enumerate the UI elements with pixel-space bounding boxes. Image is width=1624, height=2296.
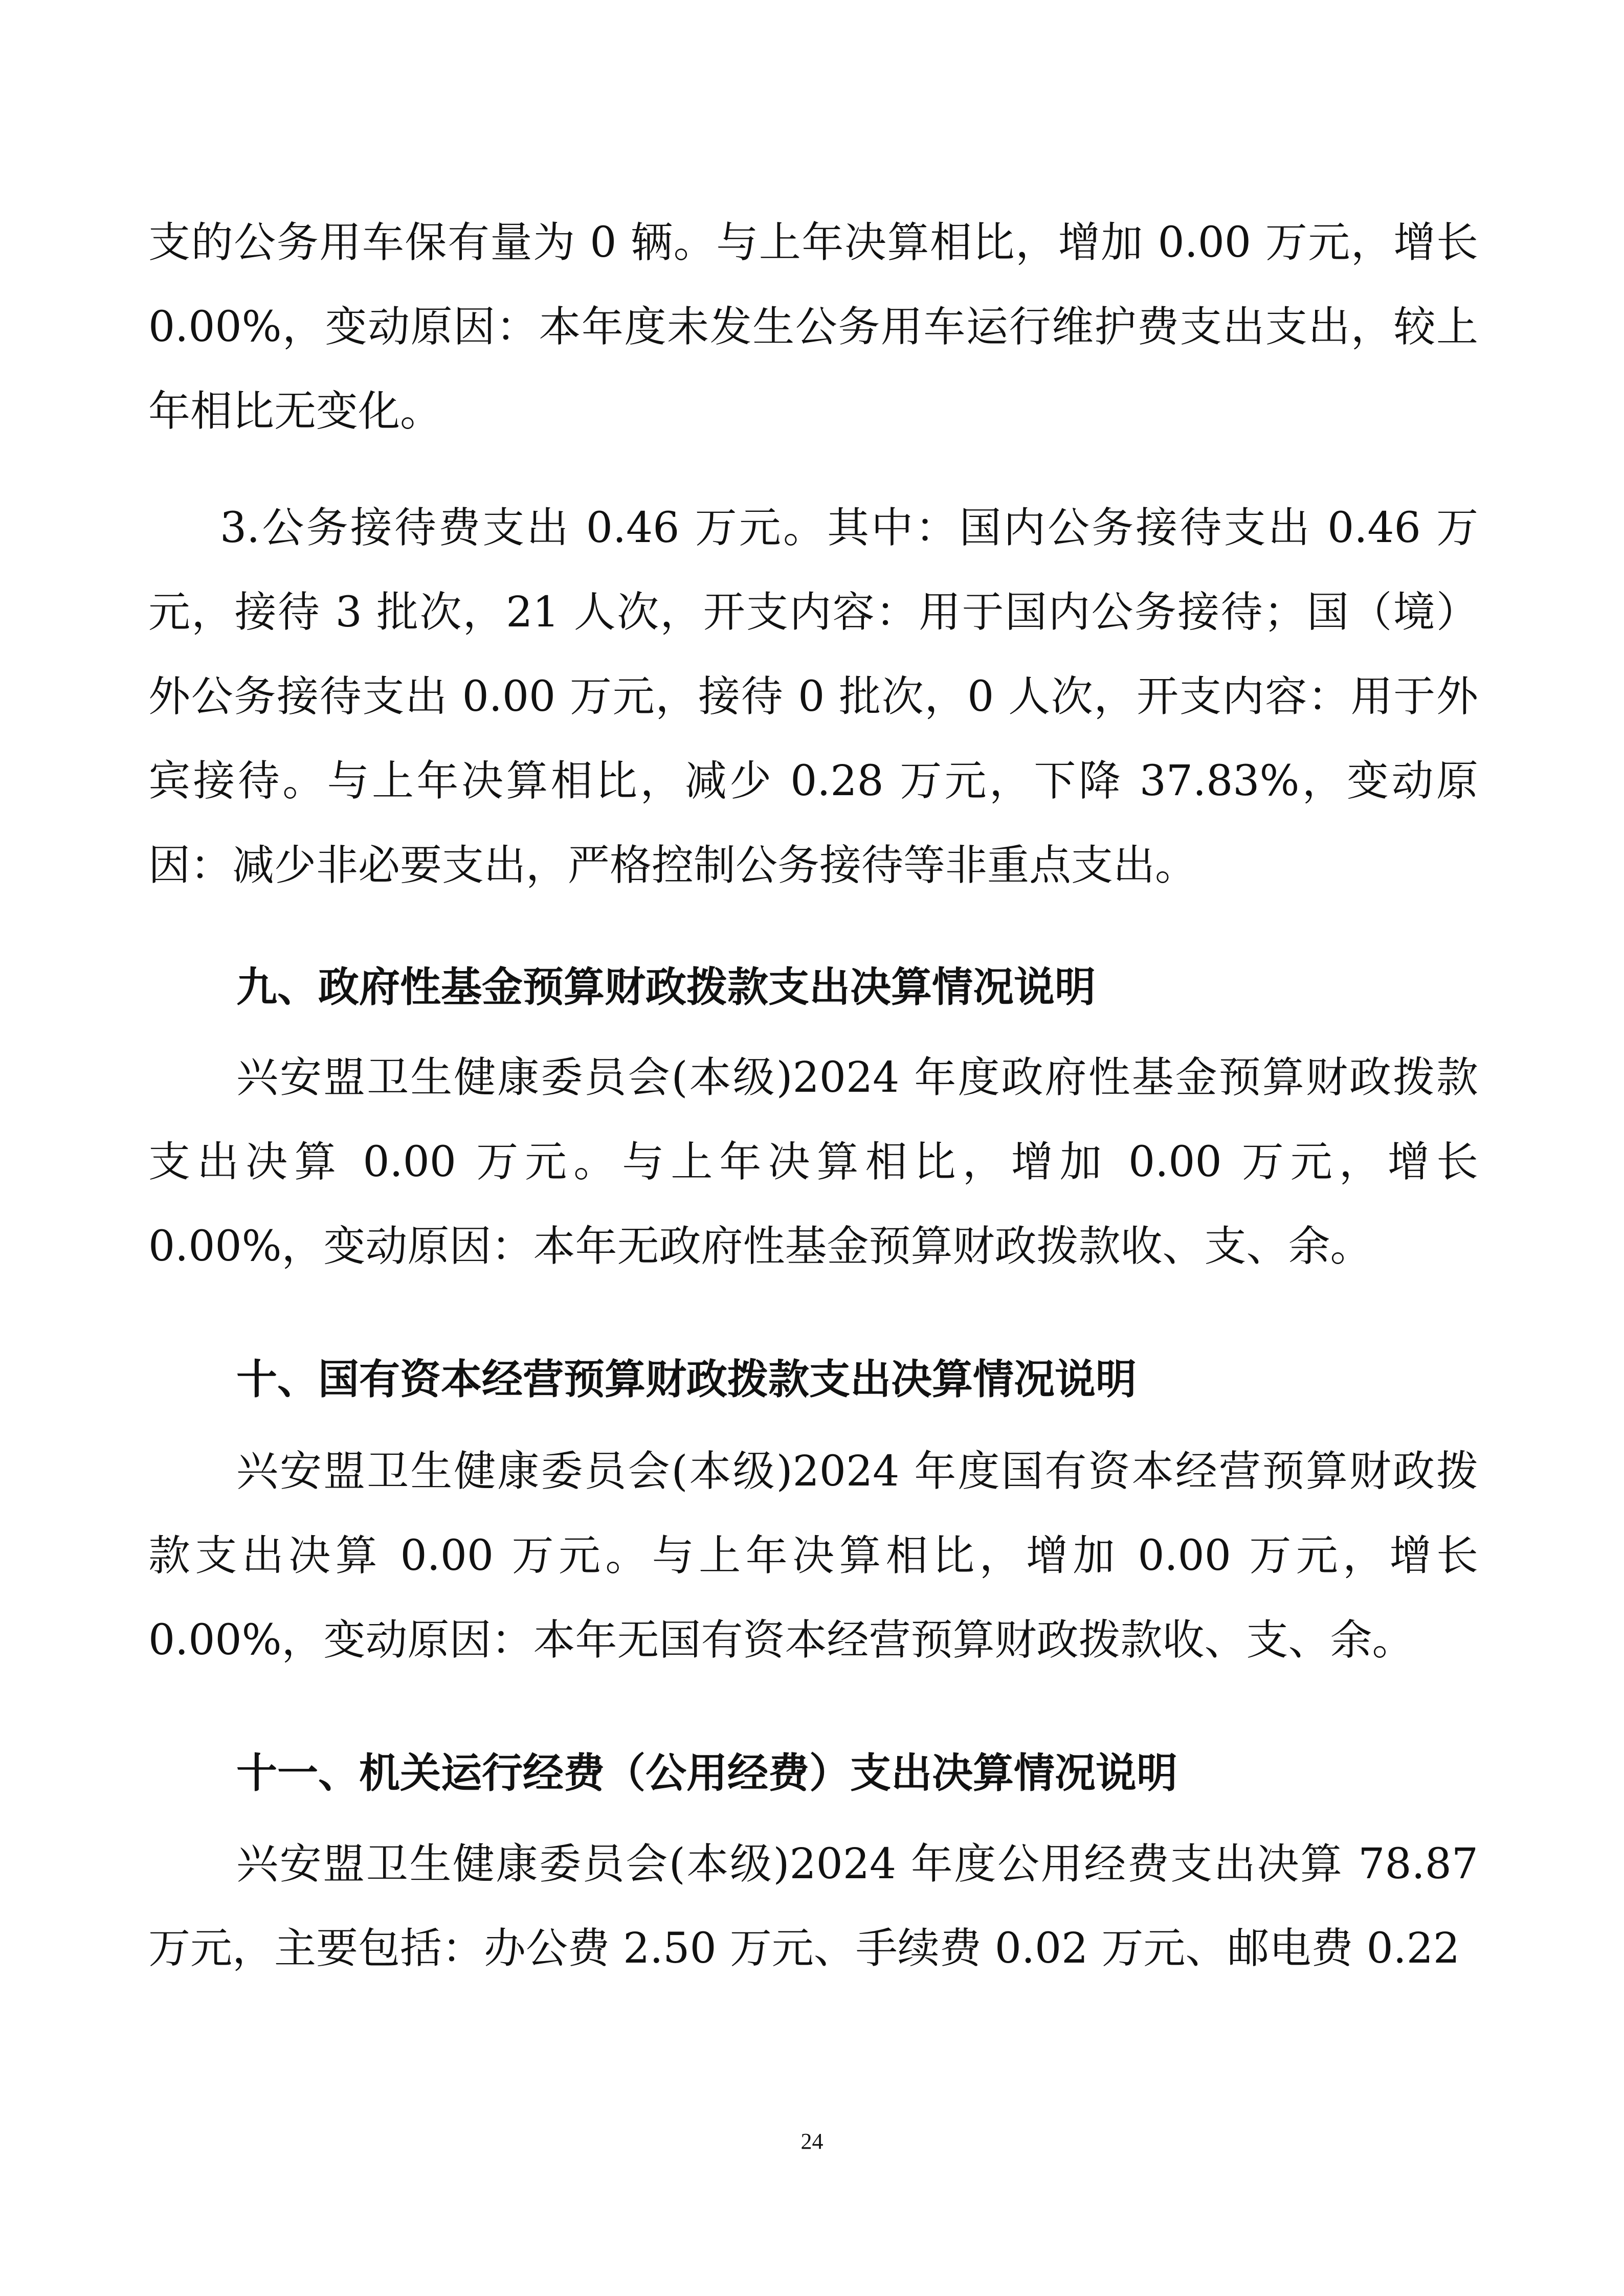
paragraph-gov-fund: 兴安盟卫生健康委员会(本级)2024 年度政府性基金预算财政拨款支出决算 0.00 万元。与上年决算相比，增加 0.00 万元，增长 0.00%，变动原因：本年无政府性基金预算财政拨款收、支、余。 (148, 1053, 1478, 1271)
paragraph-vehicle-continuation: 支的公务用车保有量为 0 辆。与上年决算相比，增加 0.00 万元，增长 0.00%，变动原因：本年度未发生公务用车运行维护费支出支出，较上年相比无变化。 (148, 218, 1478, 436)
paragraph-state-capital: 兴安盟卫生健康委员会(本级)2024 年度国有资本经营预算财政拨款支出决算 0.00 万元。与上年决算相比，增加 0.00 万元，增长 0.00%，变动原因：本年无国有资本经营预算财政拨款收、支、余。 (148, 1447, 1478, 1664)
page-number: 24 (800, 2129, 824, 2154)
section-11-heading: 十一、机关运行经费（公用经费）支出决算情况说明 (236, 1749, 1177, 1797)
paragraph-public-funds: 兴安盟卫生健康委员会(本级)2024 年度公用经费支出决算 78.87 万元，主要包括：办公费 2.50 万元、手续费 0.02 万元、邮电费 0.22 (148, 1840, 1478, 1973)
paragraph-reception-expense: 3.公务接待费支出 0.46 万元。其中：国内公务接待支出 0.46 万元，接待 3 批次，21 人次，开支内容：用于国内公务接待；国（境）外公务接待支出 0.00 万元，接待 0 批次，0 人次，开支内容：用于外宾接待。与上年决算相比，减少 0.28 万元，下降 37.83%，变动原因：减少非必要支出，严格控制公务接待等非重点支出。 (148, 504, 1478, 890)
section-10-heading: 十、国有资本经营预算财政拨款支出决算情况说明 (236, 1356, 1137, 1403)
section-9-heading: 九、政府性基金预算财政拨款支出决算情况说明 (236, 963, 1096, 1011)
